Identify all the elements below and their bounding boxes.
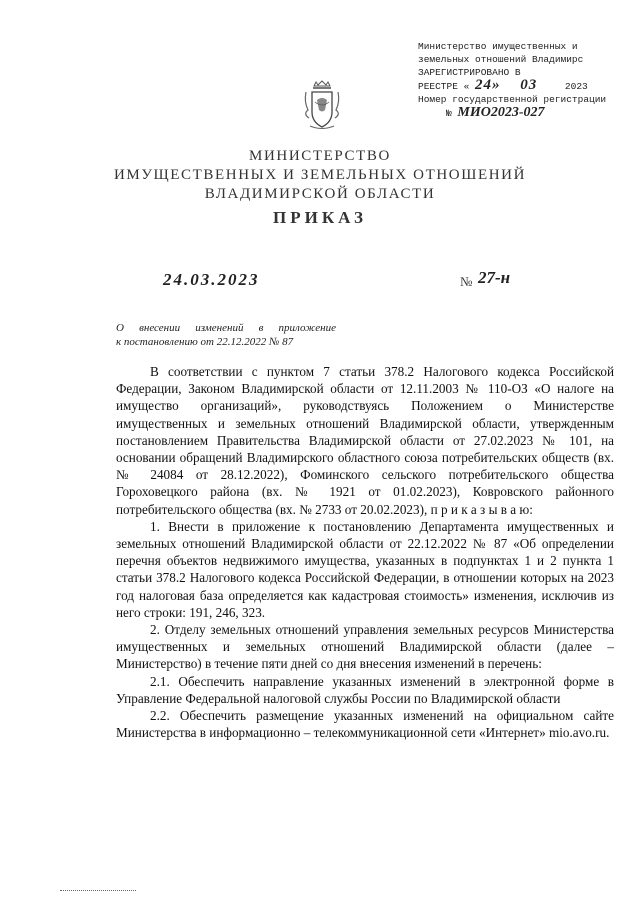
clause-2-1-paragraph: 2.1. Обеспечить направление указанных изменений в электронной форме в Управление Федеральной налоговой службы России по Владимирской области [116,673,614,706]
stamp-year: 2023 [564,81,588,92]
order-number-label: № [460,274,473,289]
registration-stamp [418,40,618,120]
subject-line-1: О внесении изменений в приложение [116,322,336,334]
ministry-line-1: МИНИСТЕРСТВО [249,148,391,164]
stamp-line-5: Номер государственной регистрации [418,94,607,105]
clause-2-paragraph: 2. Отделу земельных отношений управления земельных ресурсов Министерства имущественных и земельных отношений Владимирской области (далее – Министерство) в течение пяти дней со дня внесения изменений в перечень: [116,622,614,672]
document-title: ПРИКАЗ [273,208,367,227]
clause-2-2-paragraph: 2.2. Обеспечить размещение указанных изменений на официальном сайте Министерства в информационно – телекоммуникационной сети «Интернет» mio.avo.ru. [116,708,614,741]
stamp-line-4 [418,79,618,93]
stamp-number-prefix: № [446,108,452,119]
ministry-name [0,147,640,204]
order-body [116,363,614,741]
stamp-day: 24» [475,77,501,93]
stamp-line-6 [418,106,618,120]
clause-1-paragraph: 1. Внести в приложение к постановлению Департамента имущественных и земельных отношений Владимирской области от 22.12.2022 № 87 «Об определении перечня объектов недвижимого имущества, указанных в подпунктах 1 и 2 пункта 1 статьи 378.2 Налогового кодекса Российской Федерации, в отношении которых на 2023 год налоговая база определяется как кадастровая стоимость» изменения, исключив из него строки: 191, 246, 323. [116,518,614,620]
order-date: 24.03.2023 [163,270,260,289]
stamp-line-1: Министерство имущественных и [418,41,578,52]
stamp-month: 03 [520,77,538,93]
subject-line-2: к постановлению от 22.12.2022 № 87 [116,336,294,348]
preamble-paragraph: В соответствии с пунктом 7 статьи 378.2 Налогового кодекса Российской Федерации, Законом Владимирской области от 12.11.2003 № 110-ОЗ «О налоге на имущество организаций», руководствуясь Положением о Министерстве имущественных и земельных отношений Владимирской области, утвержденным постановлением Правительства Владимирской области от 27.02.2023 № 101, на основании обращений Владимирского областного союза потребительских обществ (вх. № 24084 от 28.12.2022), Фоминского сельского потребительского общества Гороховецкого района (вх. № 1921 от 01.02.2023), Ковровского районного потребительского общества (вх. № 2733 от 20.02.2023), п р и к а з ы в а ю: [116,364,614,517]
stamp-line-2: земельных отношений Владимирс [418,54,584,65]
coat-of-arms-icon [300,80,344,132]
order-subject [116,321,336,349]
ministry-line-3: ВЛАДИМИРСКОЙ ОБЛАСТИ [204,186,436,202]
stamp-line-3: ЗАРЕГИСТРИРОВАНО В [418,67,521,78]
ministry-line-2: ИМУЩЕСТВЕННЫХ И ЗЕМЕЛЬНЫХ ОТНОШЕНИЙ [113,167,527,183]
order-number: 27-н [478,268,511,287]
stamp-registry-label: РЕЕСТРЕ « [418,81,470,92]
footer-divider [60,890,136,891]
stamp-registration-number: МИО2023-027 [457,105,545,120]
